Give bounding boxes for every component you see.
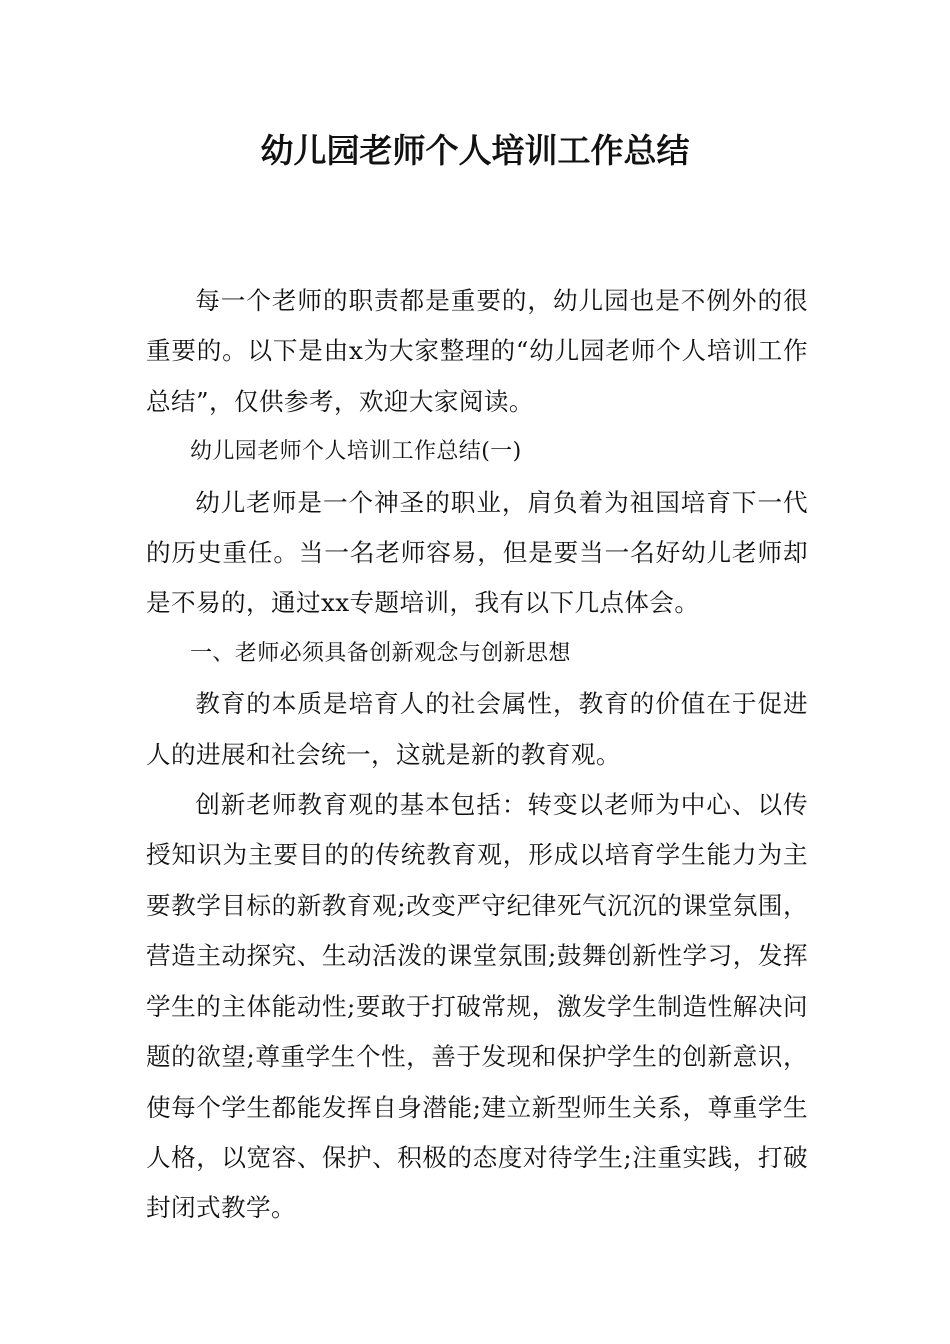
body-paragraph: 创新老师教育观的基本包括：转变以老师为中心、以传授知识为主要目的的传统教育观，形成以培育学生能力为主要教学目标的新教育观;改变严守纪律死气沉沉的课堂氛围，营造主动探究、生动活泼的课堂氛围;鼓舞创新性学习，发挥学生的主体能动性;要敢于打破常规，激发学生制造性解决问题的欲望;尊重学生个性，善于发现和保护学生的创新意识，使每个学生都能发挥自身潜能;建立新型师生关系，尊重学生人格，以宽容、保护、积极的态度对待学生;注重实践，打破封闭式教学。 (146, 790, 808, 1223)
subheading-innovation: 一、老师必须具备创新观念与创新思想 (190, 640, 571, 666)
body-paragraph: 教育的本质是培育人的社会属性，教育的价值在于促进人的进展和社会统一，这就是新的教育观。 (146, 689, 808, 769)
document-title: 幼儿园老师个人培训工作总结 (260, 131, 690, 170)
document-body (146, 276, 808, 1234)
body-paragraph: 幼儿老师是一个神圣的职业，肩负着为祖国培育下一代的历史重任。当一名老师容易，但是要当一名好幼儿老师却是不易的，通过xx专题培训，我有以下几点体会。 (146, 487, 808, 618)
section-title-part-one: 幼儿园老师个人培训工作总结(一) (190, 439, 522, 465)
intro-paragraph: 每一个老师的职责都是重要的，幼儿园也是不例外的很重要的。以下是由x为大家整理的“幼儿园老师个人培训工作总结”，仅供参考，欢迎大家阅读。 (146, 286, 808, 416)
